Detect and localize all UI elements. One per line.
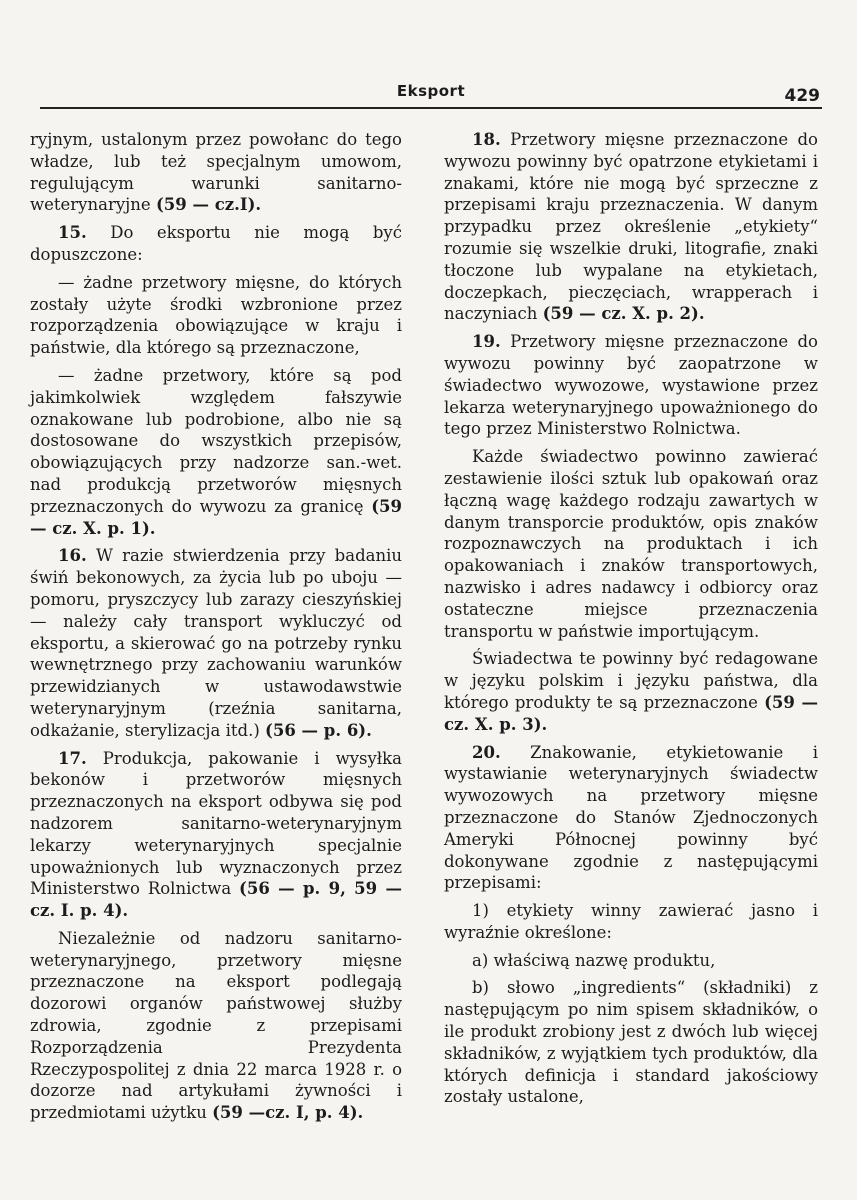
section-19-language: Świadectwa te powinny być redagowane w języku polskim i języku państwa, dla którego produkty te są przeznaczone (59 — cz. X. p. 3).: [444, 649, 819, 734]
section-20-item-b: b) słowo „ingredients“ (składniki) z następującym po nim spisem składników, o ile produkt zrobiony jest z dwóch lub więcej składników, z wyjątkiem tych produktów, dla których definicja i standard jakościowy zostały ustalone,: [444, 978, 818, 1107]
reference: (59 — cz. X. p. 1).: [30, 496, 402, 538]
reference: (56 — p. 9, 59 — cz. I. p. 4).: [30, 879, 402, 921]
reference: (59 — cz.I).: [155, 195, 262, 215]
section-17: 17. Produkcja, pakowanie i wysyłka bekonów i przetworów mięsnych przeznaczonych na eksport odbywa się pod nadzorem sanitarno-weterynaryjnym lekarzy weterynaryjnych specjalnie upoważnionych lub wyznaczonych przez Ministerstwo Rolnictwa (56 — p. 9, 59 — cz. I. p. 4).: [30, 748, 402, 921]
header-rule: [40, 107, 822, 109]
reference: (59 —cz. I, p. 4).: [212, 1103, 364, 1123]
section-20-item-a: a) właściwą nazwę produktu,: [472, 950, 716, 970]
section-15-item-b: — żadne przetwory, które są pod jakimkolwiek względem fałszywie oznakowane lub podrobione, albo nie są dostosowane do wszystkich przepisów, obowiązujących przy nadzorze san.-wet. nad produkcją przetworów mięsnych przeznaczonych do wywozu za granicę (59 — cz. X. p. 1).: [30, 365, 402, 538]
paragraph-continuation: ryjnym, ustalonym przez powołanc do tego władze, lub też specjalnym umowom, regulującym warunki sanitarno-weterynaryjne (59 — cz.I).: [30, 130, 402, 215]
left-column: [30, 129, 402, 1130]
running-head: Eksport: [396, 82, 466, 100]
section-number: 15.: [58, 223, 87, 243]
section-number: 19.: [472, 332, 501, 352]
section-15: 15. Do eksportu nie mogą być dopuszczone:: [30, 223, 402, 264]
section-number: 18.: [472, 130, 501, 149]
right-column: [444, 129, 818, 1114]
reference: (56 — p. 6).: [265, 720, 372, 740]
page-header: [40, 78, 822, 108]
section-number: 16.: [58, 546, 87, 566]
reference: (59 — cz. X. p. 2).: [542, 304, 705, 324]
reference: (59 — cz. X. p. 3).: [444, 692, 819, 734]
section-20: 20. Znakowanie, etykietowanie i wystawianie weterynaryjnych świadectw wywozowych na przetwory mięsne przeznaczone do Stanów Zjednoczonych Ameryki Północnej powinny być dokonywane zgodnie z następującymi przepisami:: [444, 742, 819, 893]
section-19: 19. Przetwory mięsne przeznaczone do wywozu powinny być zaopatrzone w świadectwo wywozowe, wystawione przez lekarza weterynaryjnego upoważnionego do tego przez Ministerstwo Rolnictwa.: [444, 332, 818, 439]
section-20-item-1: 1) etykiety winny zawierać jasno i wyraźnie określone:: [444, 901, 818, 942]
section-number: 17.: [58, 748, 87, 768]
section-17-continued: Niezależnie od nadzoru sanitarno-weterynaryjnego, przetwory mięsne przeznaczone na eksport podlegają dozorowi organów państwowej służby zdrowia, zgodnie z przepisami Rozporządzenia Prezydenta Rzeczypospolitej z dnia 22 marca 1928 r. o dozorze nad artykułami żywności i przedmiotami użytku (59 —cz. I, p. 4).: [30, 928, 402, 1123]
section-19-certificate-contents: Każde świadectwo powinno zawierać zestawienie ilości sztuk lub opakowań oraz łączną wagę każdego rodzaju zawartych w danym transporcie produktów, opis znaków rozpoznawczych na produktach i ich opakowaniach i znaków transportowych, nazwisko i adres nadawcy i odbiorcy oraz ostateczne miejsce przeznaczenia transportu w państwie importującym.: [444, 447, 818, 641]
section-number: 20.: [472, 742, 501, 762]
section-18: 18. Przetwory mięsne przeznaczone do wywozu powinny być opatrzone etykietami i znakami, które nie mogą być sprzeczne z przepisami kraju przeznaczenia. W danym przypadku przez określenie „etykiety“ rozumie się wszelkie druki, litografie, znaki tłoczone lub wypalane na etykietach, doczepkach, pieczęciach, wrapperach i naczyniach (59 — cz. X. p. 2).: [444, 130, 818, 324]
section-15-item-a: — żadne przetwory mięsne, do których zostały użyte środki wzbronione przez rozporządzenia obowiązujące w kraju i państwie, dla którego są przeznaczone,: [30, 272, 402, 358]
page-number: 429: [784, 86, 820, 106]
section-16: 16. W razie stwierdzenia przy badaniu świń bekonowych, za życia lub po uboju — pomoru, pryszczycy lub zarazy cieszyńskiej — należy cały transport wykluczyć od eksportu, a skierować go na potrzeby rynku wewnętrznego przy zachowaniu warunków przewidzianych w ustawodawstwie weterynaryjnym (rzeźnia sanitarna, odkażanie, sterylizacja itd.) (56 — p. 6).: [30, 546, 402, 740]
